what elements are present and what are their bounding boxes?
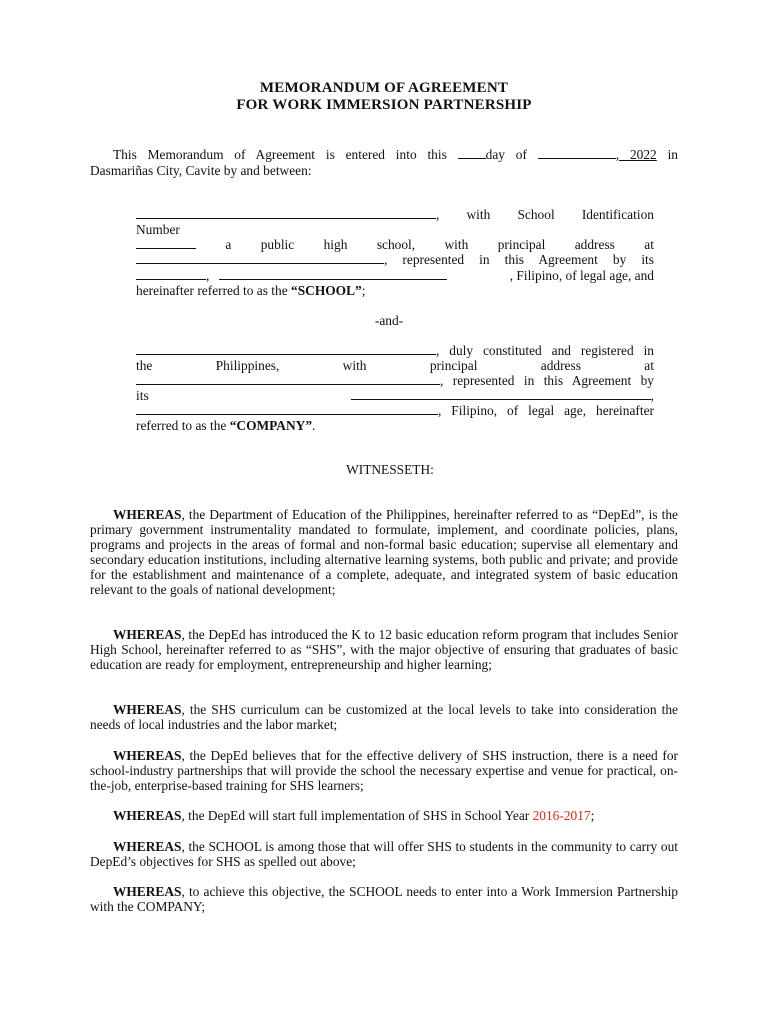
company-l2-w0: the xyxy=(136,358,153,373)
company-line-4 xyxy=(136,388,654,403)
whereas-lead: WHEREAS xyxy=(113,808,182,823)
whereas-text: , the DepEd has introduced the K to 12 basic education reform program that includes Senior High School, hereinafter referred to as “SHS”, with the major objective of ensuring that graduates of basic education are ready for employment, entrepreneurship and higher learning; xyxy=(90,627,678,673)
document-title-line-2: FOR WORK IMMERSION PARTNERSHIP xyxy=(236,97,532,113)
school-rep-title-blank xyxy=(136,268,206,280)
whereas-clause-1 xyxy=(90,507,678,598)
and-separator: -and- xyxy=(374,313,404,328)
whereas-text: , the Department of Education of the Philippines, hereinafter referred to as “DepEd”, is the primary government instrumentality mandated to formulate, implement, and coordinate policies, plans, programs and projects in the areas of formal and non-formal basic education; supervise all elementary and secondary education institutions, including alternative learning systems, both public and private; and provide for the establishment and maintenance of a complete, adequate, and integrated system of basic education relevant to the goals of national development; xyxy=(90,507,678,598)
company-line-6 xyxy=(136,418,315,433)
company-line-2 xyxy=(136,358,654,373)
company-designation: “COMPANY” xyxy=(229,418,313,433)
intro-text-b: day of xyxy=(485,147,527,162)
company-rep-name-blank xyxy=(136,403,438,415)
month-blank xyxy=(538,147,616,159)
school-name-blank xyxy=(136,207,436,219)
school-l6-a: hereinafter referred to as the xyxy=(136,283,288,298)
school-address-blank xyxy=(136,252,384,264)
intro-line-1: This Memorandum of Agreement is entered into this day of , 2022 in xyxy=(113,147,678,162)
company-line-1 xyxy=(136,343,654,358)
whereas-text: , the DepEd believes that for the effective delivery of SHS instruction, there is a need for school-industry partnerships that will provide the school the necessary expertise and venue for practical, on-the-job, enterprise-based training for SHS learners; xyxy=(90,748,678,794)
school-l5-b: , Filipino, of legal age, and xyxy=(509,268,654,283)
whereas-text: , the SHS curriculum can be customized at the local levels to take into consideration the needs of local industries and the labor market; xyxy=(90,702,678,733)
company-line-3 xyxy=(136,373,654,388)
intro-text-c: in xyxy=(667,147,678,162)
whereas-clause-5 xyxy=(90,808,678,823)
whereas-clause-6 xyxy=(90,839,678,869)
intro-text-a: This Memorandum of Agreement is entered into this xyxy=(113,147,447,162)
school-year-highlight: 2016-2017 xyxy=(532,808,591,823)
document-title-line-1: MEMORANDUM OF AGREEMENT xyxy=(259,80,509,96)
company-l2-w5: at xyxy=(644,358,654,373)
school-l3-w5: principal xyxy=(497,237,546,252)
school-l1-b: School xyxy=(517,207,555,222)
school-line-5 xyxy=(136,268,654,283)
school-l3-w7: at xyxy=(644,237,654,252)
witnesseth-heading: WITNESSETH: xyxy=(346,462,434,477)
whereas-lead: WHEREAS xyxy=(113,884,182,899)
company-l2-w2: with xyxy=(342,358,367,373)
whereas-text: , the DepEd will start full implementation of SHS in School Year xyxy=(181,808,533,823)
company-address-blank xyxy=(136,373,440,385)
whereas-clause-7 xyxy=(90,884,678,914)
school-line-3 xyxy=(136,237,654,252)
company-l2-w1: Philippines, xyxy=(215,358,280,373)
whereas-clause-2 xyxy=(90,627,678,672)
company-l1: , duly constituted and registered in xyxy=(436,343,654,358)
day-blank xyxy=(458,147,486,159)
school-l3-w2: high xyxy=(323,237,348,252)
whereas-text: , the SCHOOL is among those that will offer SHS to students in the community to carry out DepEd’s objectives for SHS as spelled out above; xyxy=(90,839,678,870)
company-l6-a: referred to as the xyxy=(136,418,227,433)
school-l4: , represented in this Agreement by its xyxy=(384,252,654,267)
company-rep-title-blank xyxy=(351,388,651,400)
school-l6-c: ; xyxy=(361,283,366,298)
company-l4-a: its xyxy=(136,388,149,403)
company-l2-w4: address xyxy=(540,358,581,373)
school-line-6 xyxy=(136,283,365,298)
school-l1-c: Identification xyxy=(581,207,654,222)
school-id-blank xyxy=(136,237,196,249)
school-l3-w4: with xyxy=(444,237,469,252)
company-l3: , represented in this Agreement by xyxy=(440,373,654,388)
school-l3-w1: public xyxy=(260,237,295,252)
school-l1-a: , with xyxy=(436,207,491,222)
school-rep-name-blank xyxy=(219,268,447,280)
whereas-lead: WHEREAS xyxy=(113,748,182,763)
school-line-4 xyxy=(136,252,654,267)
school-l5-a: , xyxy=(206,268,210,283)
company-line-5 xyxy=(136,403,654,418)
whereas-text: , to achieve this objective, the SCHOOL needs to enter into a Work Immersion Partnership with the COMPANY; xyxy=(90,884,678,915)
company-name-blank xyxy=(136,343,436,355)
whereas-clause-4 xyxy=(90,748,678,793)
whereas-lead: WHEREAS xyxy=(113,507,182,522)
intro-year: 2022 xyxy=(629,147,657,162)
company-l4-b: , xyxy=(650,388,654,403)
whereas-lead: WHEREAS xyxy=(113,627,182,642)
school-l3-w6: address xyxy=(574,237,615,252)
company-l5: , Filipino, of legal age, hereinafter xyxy=(438,403,654,418)
intro-line-2: Dasmariñas City, Cavite by and between: xyxy=(90,163,312,178)
whereas-tail: ; xyxy=(590,808,595,823)
school-line-2: Number xyxy=(136,222,180,237)
school-l3-w0: a xyxy=(225,237,232,252)
school-l3-w3: school, xyxy=(376,237,416,252)
school-designation: “SCHOOL” xyxy=(291,283,362,298)
school-line-1 xyxy=(136,207,654,222)
whereas-lead: WHEREAS xyxy=(113,702,182,717)
company-l2-w3: principal xyxy=(429,358,478,373)
whereas-lead: WHEREAS xyxy=(113,839,182,854)
whereas-clause-3 xyxy=(90,702,678,732)
company-l6-c: . xyxy=(312,418,316,433)
